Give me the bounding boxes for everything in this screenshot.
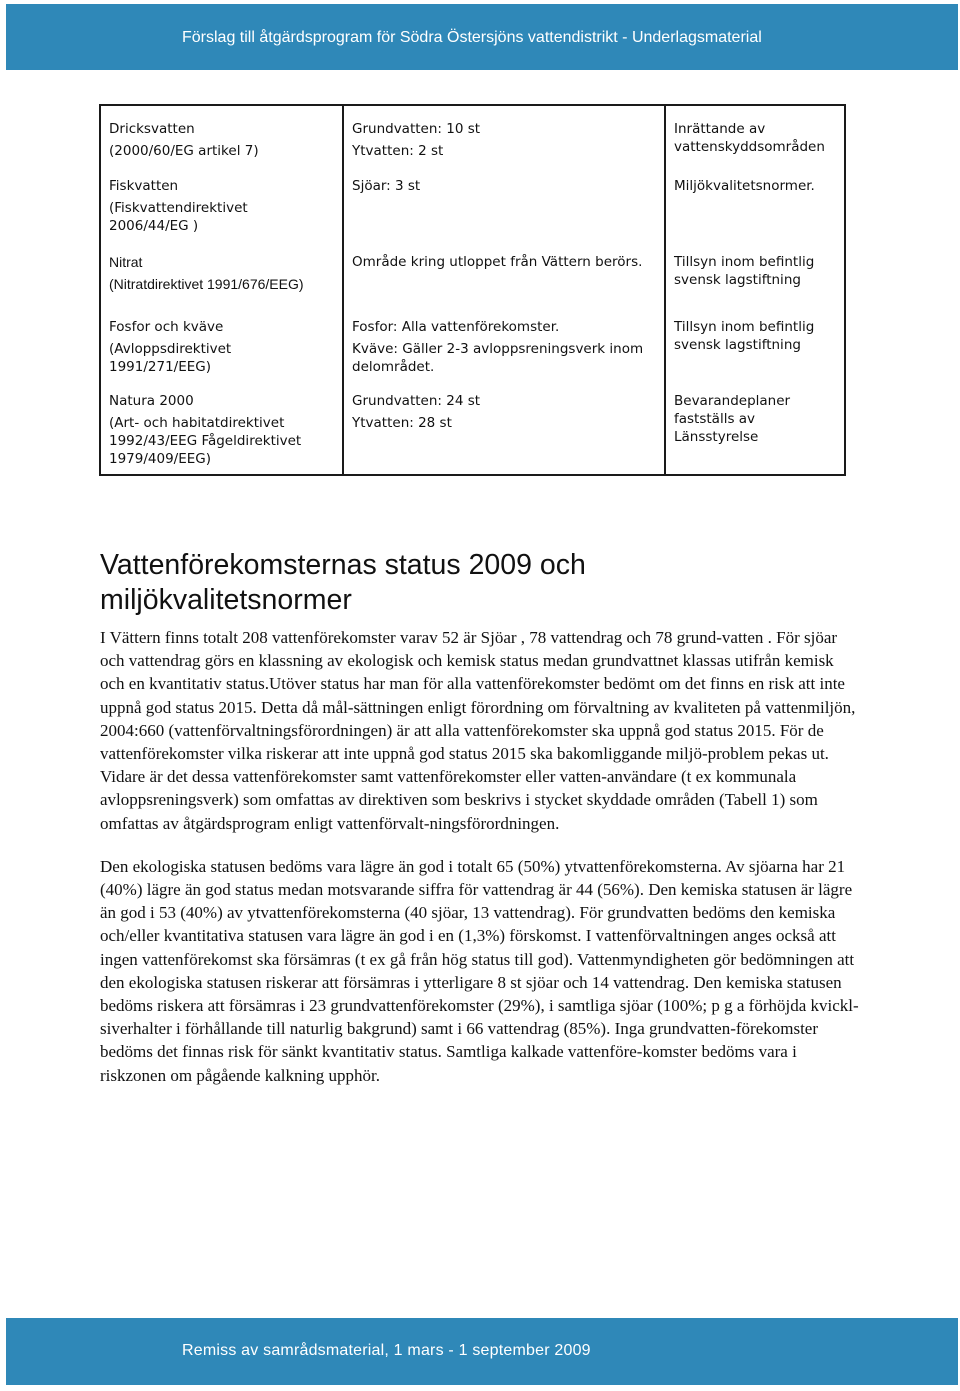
directive-ref: (Avloppsdirektivet [109, 341, 232, 357]
measure-line: svensk lagstiftning [674, 337, 801, 353]
status-section [100, 548, 862, 1087]
count-cell [343, 105, 665, 169]
measure-line: Bevarandeplaner [674, 393, 791, 409]
directives-table [99, 104, 846, 476]
directive-ref: 1991/271/EEG) [109, 359, 212, 375]
directive-name: Natura 2000 [109, 393, 194, 409]
count-cell [343, 241, 665, 305]
measure-cell [665, 241, 845, 305]
measure-line: Miljökvalitetsnormer. [674, 178, 815, 194]
directive-ref: (Fiskvattendirektivet [109, 200, 248, 216]
directive-ref: (2000/60/EG artikel 7) [109, 143, 259, 159]
count-cell [343, 379, 665, 475]
count-cell [343, 169, 665, 241]
footer-text: Remiss av samrådsmaterial, 1 mars - 1 september 2009 [182, 1342, 591, 1359]
measure-line: svensk lagstiftning [674, 272, 801, 288]
measure-cell [665, 379, 845, 475]
directive-ref: 2006/44/EG ) [109, 218, 199, 234]
directive-name: Fosfor och kväve [109, 319, 224, 335]
paragraph: Den ekologiska statusen bedöms vara lägre än god i totalt 65 (50%) ytvattenförekomsterna. Av sjöarna har 21 (40%) lägre än god status medan motsvarande siffra för vattendrag är 44 (56%). Den kemiska statusen är lägre än god i 53 (40%) av ytvattenförekomsterna (40 sjöar, 13 vattendrag). För grundvatten bedöms den kemiska och/eller kvantitativa statusen vara lägre än god i en (1,3%) förskomst. I vattenförvaltningen anges också att ingen vattenförekomst ska försämras (t ex gå från hög status till god). Vattenmyndigheten gör bedömningen att den ekologiska statusen riskerar att försämras i ytterligare 8 st sjöar och 14 vattendrag. Den kemiska statusen bedöms riskera att försämras i 23 grundvattenförekomster (29%), i samtliga sjöar (100%; p g a förhöjda kvickl-siverhalter i förhållande till naturlig bakgrund) samt i 66 vattendrag (85%). Inga grundvatten-förekomster bedöms det finnas risk för sänkt kvantitativ status. Samtliga kalkade vattenföre-komster bedöms vara i riskzonen om pågående kalkning upphör. [100, 856, 859, 1085]
section-heading [100, 548, 862, 618]
directive-name: Dricksvatten [109, 121, 195, 137]
table-row [100, 241, 845, 305]
count-line: Område kring utloppet från Vättern berörs. [352, 254, 643, 270]
count-cell [343, 305, 665, 379]
measure-line: Tillsyn inom befintlig [674, 319, 815, 335]
count-line: Grundvatten: 10 st [352, 121, 481, 137]
count-line: Ytvatten: 28 st [352, 415, 452, 431]
count-line: Grundvatten: 24 st [352, 393, 481, 409]
table-row [100, 305, 845, 379]
footer-banner [6, 1318, 958, 1385]
measure-line: Inrättande av [674, 121, 766, 137]
heading-line: Vattenförekomsternas status 2009 och [100, 549, 586, 581]
count-line: Fosfor: Alla vattenförekomster. [352, 319, 560, 335]
measure-cell [665, 169, 845, 241]
directive-ref: (Art- och habitatdirektivet [109, 415, 285, 431]
measure-line: Tillsyn inom befintlig [674, 254, 815, 270]
table-row [100, 169, 845, 241]
measure-cell [665, 305, 845, 379]
directive-name: Fiskvatten [109, 178, 179, 194]
paragraph: I Vättern finns totalt 208 vattenförekomster varav 52 är Sjöar , 78 vattendrag och 78 grund-vatten . För sjöar och vattendrag görs en klassning av ekologisk och kemisk status medan grundvattnet klassas utifrån kemisk och en kvantitativ status.Utöver status har man för alla vattenförekomster bedömt om det finns en risk att inte uppnå god status 2015. Detta då mål-sättningen enligt förordning om förvaltning av kvaliteten på vattenmiljön, 2004:660 (vattenförvaltningsförordningen) är att alla vattenförekomster ska uppnå god status 2015. För de vattenförekomster vilka riskerar att inte uppnå god status 2015 ska bakomliggande miljö-problem pekas ut. Vidare är det dessa vattenförekomster samt vattenförekomster eller vatten-användare (t ex kommunala avloppsreningsverk) som omfattas av direktiven som beskrivs i stycket skyddade områden (Tabell 1) som omfattas av åtgärdsprogram enligt vattenförvalt-ningsförordningen. [100, 628, 856, 833]
measure-line: vattenskyddsområden [674, 139, 825, 155]
table-row [100, 379, 845, 475]
directive-cell [100, 305, 343, 379]
directive-ref: 1979/409/EEG) [109, 451, 212, 467]
directive-ref: 1992/43/EEG Fågeldirektivet [109, 433, 302, 449]
count-line: delområdet. [352, 359, 435, 375]
directive-cell [100, 379, 343, 475]
measure-cell [665, 105, 845, 169]
directive-cell [100, 241, 343, 305]
count-line: Ytvatten: 2 st [352, 143, 444, 159]
header-title: Förslag till åtgärdsprogram för Södra Östersjöns vattendistrikt - Underlagsmaterial [182, 29, 762, 46]
header-banner [6, 4, 958, 70]
count-line: Kväve: Gäller 2-3 avloppsreningsverk inom [352, 341, 644, 357]
table-row [100, 105, 845, 169]
heading-line: miljökvalitetsnormer [100, 584, 352, 616]
directive-ref: (Nitratdirektivet 1991/676/EEG) [109, 276, 304, 292]
directive-cell [100, 105, 343, 169]
count-line: Sjöar: 3 st [352, 178, 421, 194]
measure-line: fastställs av [674, 411, 756, 427]
measure-line: Länsstyrelse [674, 429, 759, 445]
directive-name: Nitrat [109, 254, 143, 270]
directive-cell [100, 169, 343, 241]
